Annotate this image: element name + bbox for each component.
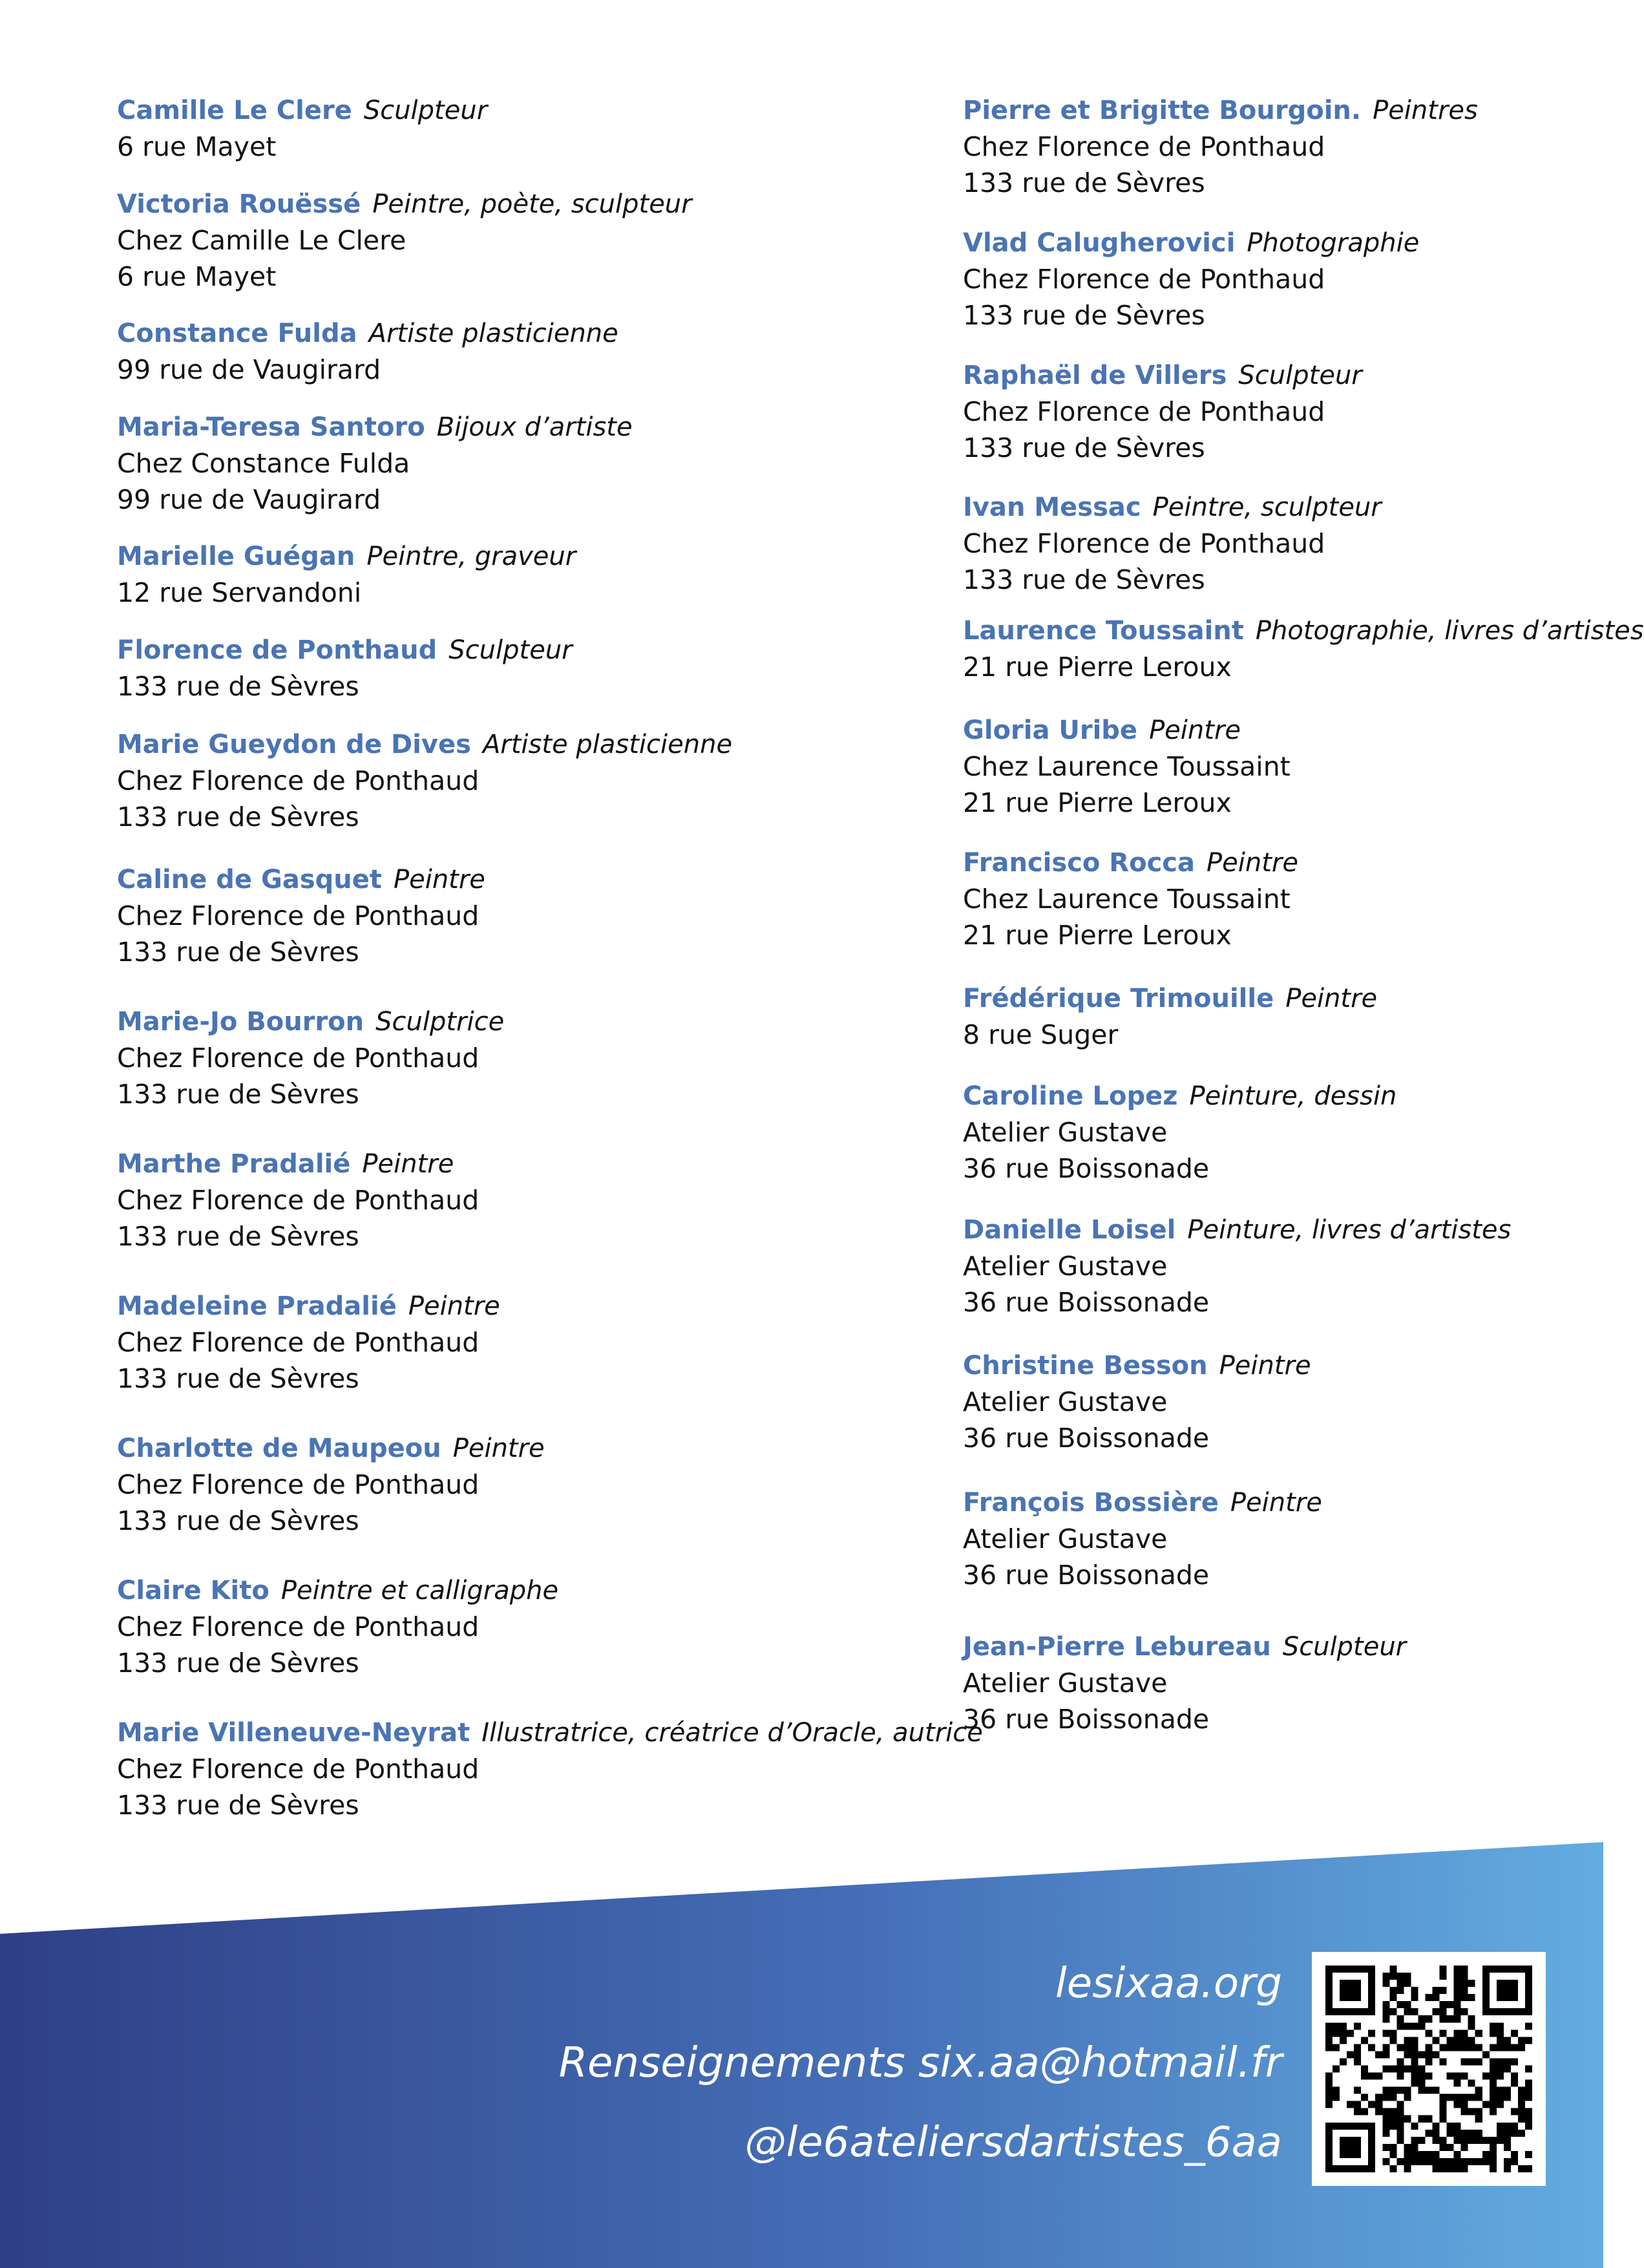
artist-address: 8 rue Suger (963, 1019, 1119, 1050)
artist-entry (963, 92, 1478, 201)
artist-host: Chez Florence de Ponthaud (117, 765, 480, 796)
artist-host: Chez Laurence Toussaint (963, 751, 1291, 782)
artist-address: 133 rue de Sèvres (117, 937, 359, 968)
artist-heading (117, 1715, 983, 1751)
artist-address: 133 rue de Sèvres (117, 1079, 359, 1110)
artist-name: Jean-Pierre Lebureau (963, 1632, 1271, 1662)
artist-discipline: Peintre (393, 865, 485, 895)
artist-discipline: Peintre (1285, 984, 1378, 1013)
artist-name: Vlad Calugherovici (963, 228, 1236, 258)
artist-heading (963, 1212, 1511, 1248)
artist-address: 36 rue Boissonade (963, 1153, 1210, 1184)
artist-heading (963, 357, 1362, 394)
artist-address: 133 rue de Sèvres (963, 300, 1205, 331)
artist-name: Maria-Teresa Santoro (117, 412, 425, 442)
social-handle[interactable]: @le6ateliersdartistes_6aa (744, 2119, 1282, 2167)
artist-heading (117, 632, 573, 668)
artist-name: Claire Kito (117, 1576, 269, 1606)
artist-discipline: Peintre et calligraphe (280, 1576, 559, 1606)
artist-name: Danielle Loisel (963, 1215, 1176, 1245)
artist-heading (117, 538, 576, 575)
artist-discipline: Artiste plasticienne (368, 319, 618, 348)
artist-heading (963, 92, 1478, 129)
artist-name: Ivan Messac (963, 493, 1141, 522)
artist-discipline: Peintre (1207, 848, 1298, 878)
artist-host: Chez Florence de Ponthaud (963, 528, 1325, 559)
artist-name: Christine Besson (963, 1351, 1208, 1381)
artist-entry (963, 980, 1377, 1053)
artist-address: 36 rue Boissonade (963, 1704, 1210, 1735)
artist-address: 36 rue Boissonade (963, 1560, 1210, 1591)
artist-heading (963, 489, 1382, 525)
artist-entry (963, 1078, 1396, 1187)
artist-entry (963, 1212, 1511, 1320)
artist-entry (963, 613, 1644, 685)
artist-address: 133 rue de Sèvres (963, 167, 1205, 198)
artist-entry (117, 1715, 983, 1823)
artist-heading (963, 225, 1419, 261)
artist-entry (963, 845, 1298, 953)
artist-name: Marthe Pradalié (117, 1149, 351, 1179)
artist-address: 12 rue Servandoni (117, 577, 362, 608)
artist-host: Chez Florence de Ponthaud (117, 1754, 480, 1785)
artist-heading (117, 1288, 500, 1324)
artist-address: 36 rue Boissonade (963, 1423, 1210, 1454)
artist-heading (117, 186, 692, 222)
artist-discipline: Illustratrice, créatrice d’Oracle, autrice (481, 1718, 983, 1748)
artist-discipline: Sculpteur (1282, 1632, 1407, 1662)
artist-host: Chez Constance Fulda (117, 448, 410, 479)
artist-address: 21 rue Pierre Leroux (963, 652, 1232, 683)
artist-entry (117, 862, 485, 970)
artist-name: Marie Villeneuve-Neyrat (117, 1718, 470, 1748)
artist-heading (963, 613, 1644, 649)
artist-entry (117, 632, 573, 705)
artist-name: François Bossière (963, 1488, 1219, 1518)
artist-name: Pierre et Brigitte Bourgoin. (963, 96, 1362, 125)
artist-discipline: Peintre (1219, 1351, 1311, 1381)
artist-entry (963, 1348, 1311, 1456)
artist-heading (963, 980, 1377, 1017)
artist-discipline: Peinture, dessin (1189, 1081, 1397, 1111)
artist-address: 133 rue de Sèvres (963, 564, 1205, 595)
artist-address: 133 rue de Sèvres (117, 1221, 359, 1252)
artist-discipline: Sculptrice (375, 1007, 505, 1037)
artist-address: 99 rue de Vaugirard (117, 484, 381, 515)
artist-heading (963, 712, 1291, 748)
artist-heading (963, 1485, 1322, 1521)
artist-name: Marielle Guégan (117, 542, 355, 571)
artist-discipline: Peintre, sculpteur (1152, 493, 1382, 522)
artist-heading (963, 1629, 1406, 1665)
artist-discipline: Artiste plasticienne (482, 730, 733, 759)
artist-name: Frédérique Trimouille (963, 984, 1274, 1013)
artist-heading (117, 726, 732, 763)
artist-discipline: Bijoux d’artiste (436, 412, 633, 442)
artist-host: Chez Florence de Ponthaud (963, 131, 1325, 162)
artist-heading (117, 315, 618, 352)
footer-banner (0, 1823, 1603, 2268)
artist-address: 133 rue de Sèvres (117, 1363, 359, 1394)
artist-discipline: Sculpteur (363, 96, 488, 125)
artist-entry (963, 1485, 1322, 1593)
artist-heading (117, 1430, 545, 1467)
artist-address: 133 rue de Sèvres (117, 801, 359, 832)
artist-address: 133 rue de Sèvres (117, 1790, 359, 1821)
artist-address: 21 rue Pierre Leroux (963, 787, 1232, 818)
artist-host: Chez Florence de Ponthaud (117, 1185, 480, 1216)
artist-name: Charlotte de Maupeou (117, 1434, 441, 1463)
artist-heading (963, 1348, 1311, 1384)
artist-name: Constance Fulda (117, 319, 357, 348)
artist-entry (963, 712, 1291, 821)
artist-address: 36 rue Boissonade (963, 1287, 1210, 1318)
artist-entry (117, 1430, 545, 1539)
artist-host: Atelier Gustave (963, 1117, 1168, 1148)
artist-heading (117, 1573, 558, 1609)
artist-name: Marie-Jo Bourron (117, 1007, 364, 1037)
artist-entry (117, 1573, 558, 1681)
qr-code-icon (1312, 1952, 1546, 2186)
artist-name: Laurence Toussaint (963, 616, 1244, 646)
artist-entry (963, 1629, 1406, 1737)
artist-host: Chez Florence de Ponthaud (117, 1327, 480, 1358)
artist-discipline: Photographie, livres d’artistes (1255, 616, 1644, 646)
artist-host: Atelier Gustave (963, 1251, 1168, 1282)
artist-entry (117, 1004, 504, 1112)
artist-discipline: Peintre (452, 1434, 545, 1463)
artist-entry (117, 315, 618, 388)
artist-entry (963, 357, 1362, 466)
artist-heading (117, 1004, 504, 1040)
artist-entry (117, 92, 487, 165)
artist-heading (117, 92, 487, 129)
artist-entry (117, 538, 576, 611)
artist-discipline: Peintres (1373, 96, 1478, 125)
artist-name: Marie Gueydon de Dives (117, 730, 471, 759)
artist-name: Gloria Uribe (963, 715, 1138, 745)
artist-address: 133 rue de Sèvres (117, 671, 359, 702)
artist-host: Chez Florence de Ponthaud (117, 900, 480, 931)
artist-host: Chez Florence de Ponthaud (117, 1043, 480, 1074)
artist-host: Atelier Gustave (963, 1386, 1168, 1417)
artist-host: Chez Florence de Ponthaud (963, 264, 1325, 295)
contact-email[interactable]: Renseignements six.aa@hotmail.fr (558, 2039, 1282, 2087)
artist-name: Caroline Lopez (963, 1081, 1178, 1111)
artist-heading (117, 409, 633, 445)
artist-heading (117, 1146, 479, 1182)
artist-host: Atelier Gustave (963, 1668, 1168, 1699)
artist-discipline: Peintre (1149, 715, 1241, 745)
artist-entry (117, 726, 732, 835)
artist-name: Victoria Rouëssé (117, 189, 361, 219)
artist-discipline: Peintre, graveur (366, 542, 576, 571)
artist-address: 6 rue Mayet (117, 131, 277, 162)
artist-entry (963, 225, 1419, 334)
artist-heading (963, 845, 1298, 881)
artist-address: 133 rue de Sèvres (117, 1648, 359, 1679)
artist-heading (117, 862, 485, 898)
artist-name: Camille Le Clere (117, 96, 352, 125)
artist-name: Raphaël de Villers (963, 361, 1227, 390)
artist-host: Chez Laurence Toussaint (963, 884, 1291, 915)
artist-address: 21 rue Pierre Leroux (963, 920, 1232, 951)
artist-discipline: Sculpteur (1238, 361, 1362, 390)
artist-address: 133 rue de Sèvres (963, 432, 1205, 463)
artist-name: Francisco Rocca (963, 848, 1196, 878)
artist-address: 6 rue Mayet (117, 261, 277, 292)
artist-host: Atelier Gustave (963, 1523, 1168, 1554)
artist-entry (117, 1288, 500, 1397)
artist-discipline: Peintre (408, 1291, 500, 1321)
artist-discipline: Peintre (1230, 1488, 1322, 1518)
artist-host: Chez Florence de Ponthaud (117, 1469, 480, 1500)
artist-host: Chez Florence de Ponthaud (963, 396, 1325, 427)
artist-address: 133 rue de Sèvres (117, 1505, 359, 1536)
artist-discipline: Peinture, livres d’artistes (1187, 1215, 1512, 1245)
artist-entry (963, 489, 1382, 598)
website-link[interactable]: lesixaa.org (1055, 1960, 1282, 2008)
artist-discipline: Photographie (1247, 228, 1420, 258)
artist-entry (117, 1146, 479, 1255)
artist-discipline: Peintre, poète, sculpteur (372, 189, 692, 219)
artist-discipline: Peintre (362, 1149, 454, 1179)
artist-entry (117, 409, 633, 518)
artist-host: Chez Camille Le Clere (117, 225, 406, 256)
artist-name: Madeleine Pradalié (117, 1291, 397, 1321)
artist-name: Caline de Gasquet (117, 865, 382, 895)
artist-discipline: Sculpteur (448, 635, 573, 665)
artist-host: Chez Florence de Ponthaud (117, 1611, 480, 1642)
artist-entry (117, 186, 692, 295)
artist-address: 99 rue de Vaugirard (117, 354, 381, 385)
artist-heading (963, 1078, 1396, 1114)
artist-name: Florence de Ponthaud (117, 635, 437, 665)
